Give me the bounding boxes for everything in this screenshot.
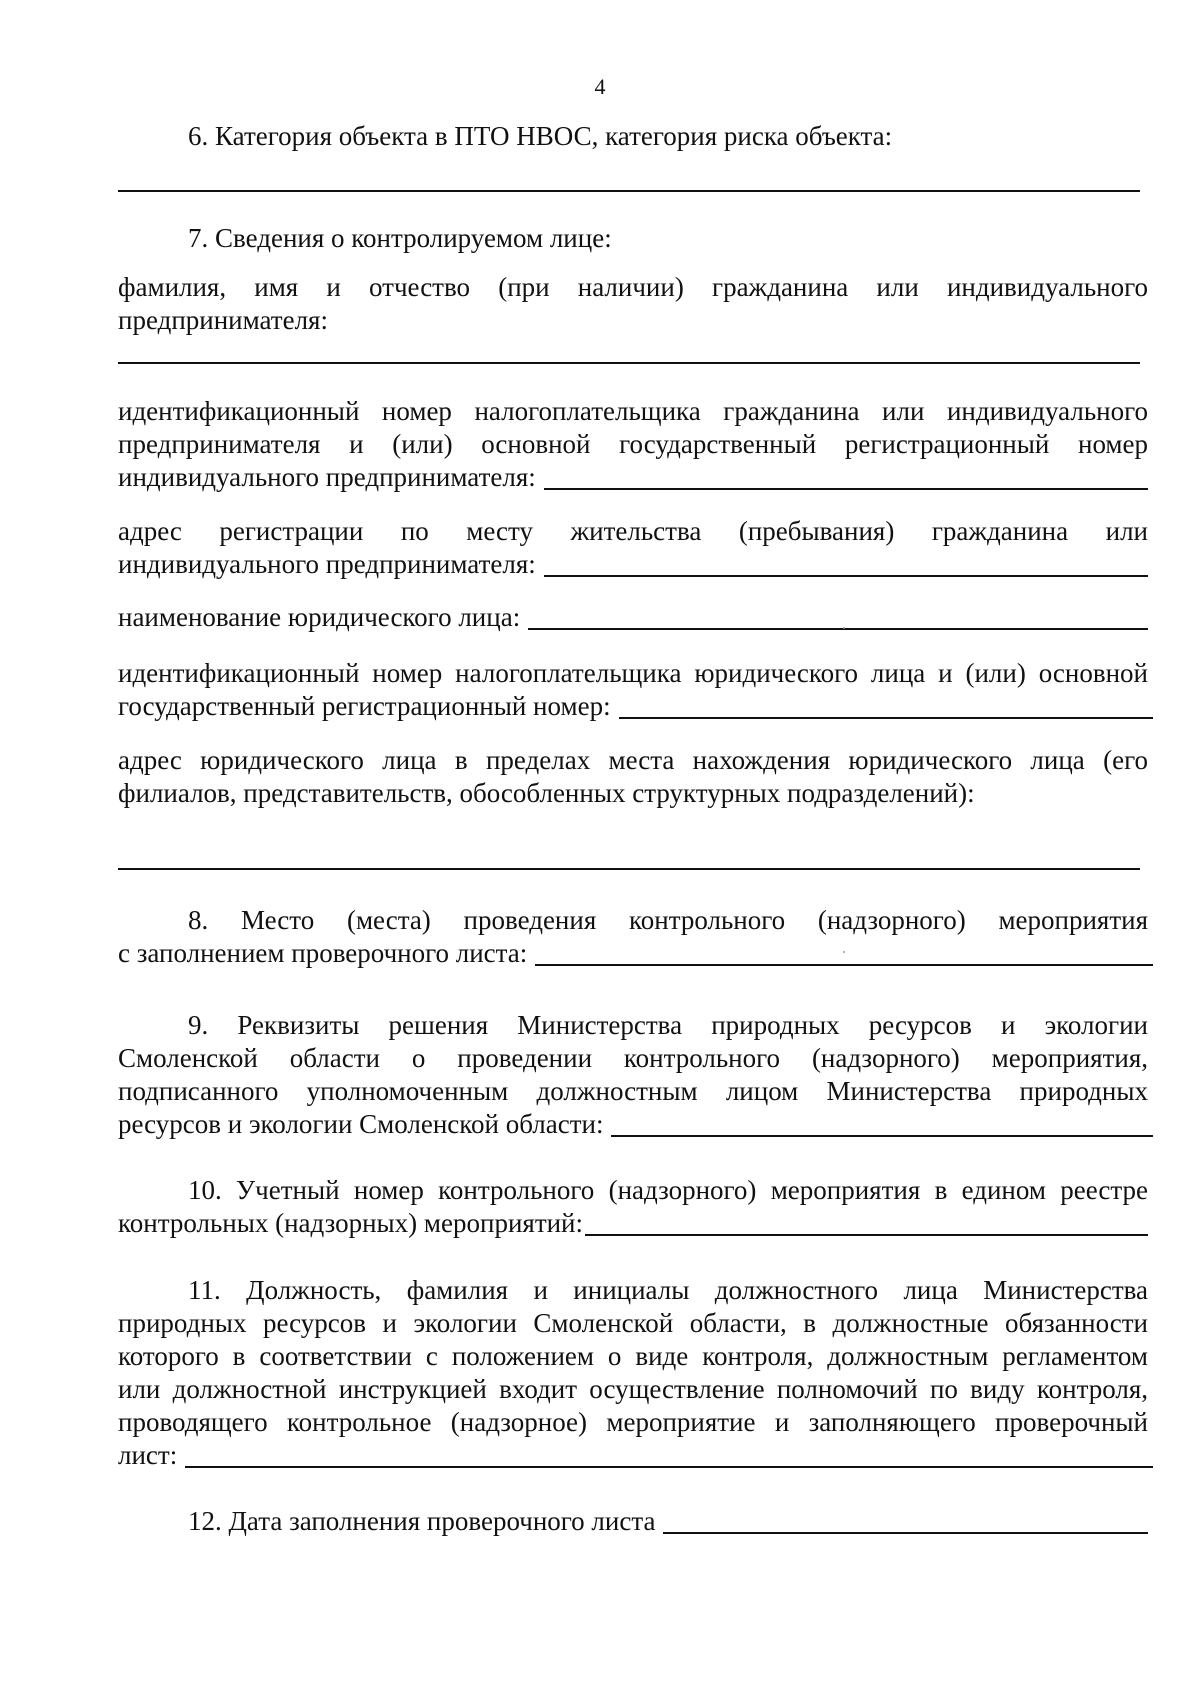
address-answer-line[interactable]: [544, 549, 1148, 577]
item11-label-line1: 11. Должность, фамилия и инициалы должностного лица Министерства: [188, 1275, 1148, 1305]
item11-label-line4: или должностной инструкцией входит осуществление полномочий по виду контроля,: [118, 1374, 1148, 1404]
legal-name-row: [118, 601, 1148, 634]
legal-inn-row: [118, 690, 1153, 723]
legal-address-label-line1: адрес юридического лица в пределах места нахождения юридического лица (его: [118, 745, 1148, 775]
item9-label-line4: ресурсов и экологии Смоленской области:: [118, 1109, 604, 1139]
item9-answer-line[interactable]: [611, 1109, 1153, 1137]
inn-answer-line[interactable]: [544, 462, 1148, 490]
item11-label-line2: природных ресурсов и экологии Смоленской области, в должностные обязанности: [118, 1308, 1148, 1338]
item9-label-line1: 9. Реквизиты решения Министерства природных ресурсов и экологии: [188, 1010, 1148, 1040]
item6-answer-line[interactable]: [118, 190, 1140, 192]
fio-answer-line[interactable]: [118, 362, 1140, 364]
item10-label-line1: 10. Учетный номер контрольного (надзорного) мероприятия в едином реестре: [188, 1175, 1148, 1205]
legal-inn-label-line2: государственный регистрационный номер:: [118, 691, 611, 721]
item12-label: 12. Дата заполнения проверочного листа: [188, 1506, 656, 1536]
fio-label-line2: предпринимателя:: [118, 305, 328, 335]
item10-label-line2: контрольных (надзорных) мероприятий:: [118, 1208, 584, 1238]
item11-answer-line[interactable]: [185, 1440, 1153, 1468]
item11-label-line6: лист:: [118, 1440, 178, 1470]
legal-address-label-line2: филиалов, представительств, обособленных структурных подразделений):: [118, 778, 975, 808]
item12-row: [118, 1505, 1148, 1538]
item10-answer-line[interactable]: [585, 1208, 1148, 1236]
item8-label-line1: 8. Место (места) проведения контрольного (надзорного) мероприятия: [188, 905, 1148, 935]
item9-label-line3: подписанного уполномоченным должностным лицом Министерства природных: [118, 1076, 1148, 1106]
item6-label: 6. Категория объекта в ПТО НВОС, категория риска объекта:: [188, 121, 893, 151]
item7-heading: 7. Сведения о контролируемом лице:: [188, 223, 612, 253]
item9-label-line2: Смоленской области о проведении контрольного (надзорного) мероприятия,: [118, 1043, 1148, 1073]
item10-row: [118, 1207, 1148, 1240]
address-label-line1: адрес регистрации по месту жительства (пребывания) гражданина или: [118, 516, 1148, 546]
address-label-line2: индивидуального предпринимателя:: [118, 549, 536, 579]
scan-speck: [843, 627, 845, 629]
legal-inn-answer-line[interactable]: [619, 691, 1153, 719]
item11-label-line5: проводящего контрольное (надзорное) мероприятие и заполняющего проверочный: [118, 1407, 1148, 1437]
inn-label-line1: идентификационный номер налогоплательщика гражданина или индивидуального: [118, 396, 1148, 426]
inn-label-line3: индивидуального предпринимателя:: [118, 462, 536, 492]
item12-answer-line[interactable]: [663, 1506, 1148, 1534]
item11-label-line3: которого в соответствии с положением о виде контроля, должностным регламентом: [118, 1341, 1148, 1371]
page-number: 4: [594, 74, 606, 99]
legal-name-answer-line[interactable]: [528, 602, 1148, 630]
fio-label-line1: фамилия, имя и отчество (при наличии) гражданина или индивидуального: [118, 272, 1148, 302]
form-content: [118, 120, 1148, 1538]
inn-row: [118, 461, 1148, 494]
item9-row: [118, 1108, 1153, 1141]
legal-name-label: наименование юридического лица:: [118, 602, 521, 632]
scan-speck: [843, 951, 845, 953]
item8-label-line2: с заполнением проверочного листа:: [118, 938, 528, 968]
legal-inn-label-line1: идентификационный номер налогоплательщика юридического лица и (или) основной: [118, 658, 1148, 688]
item8-row: [118, 937, 1153, 970]
item11-row: [118, 1439, 1153, 1472]
inn-label-line2: предпринимателя и (или) основной государственный регистрационный номер: [118, 429, 1148, 459]
address-row: [118, 548, 1148, 581]
legal-address-answer-line[interactable]: [118, 868, 1140, 870]
